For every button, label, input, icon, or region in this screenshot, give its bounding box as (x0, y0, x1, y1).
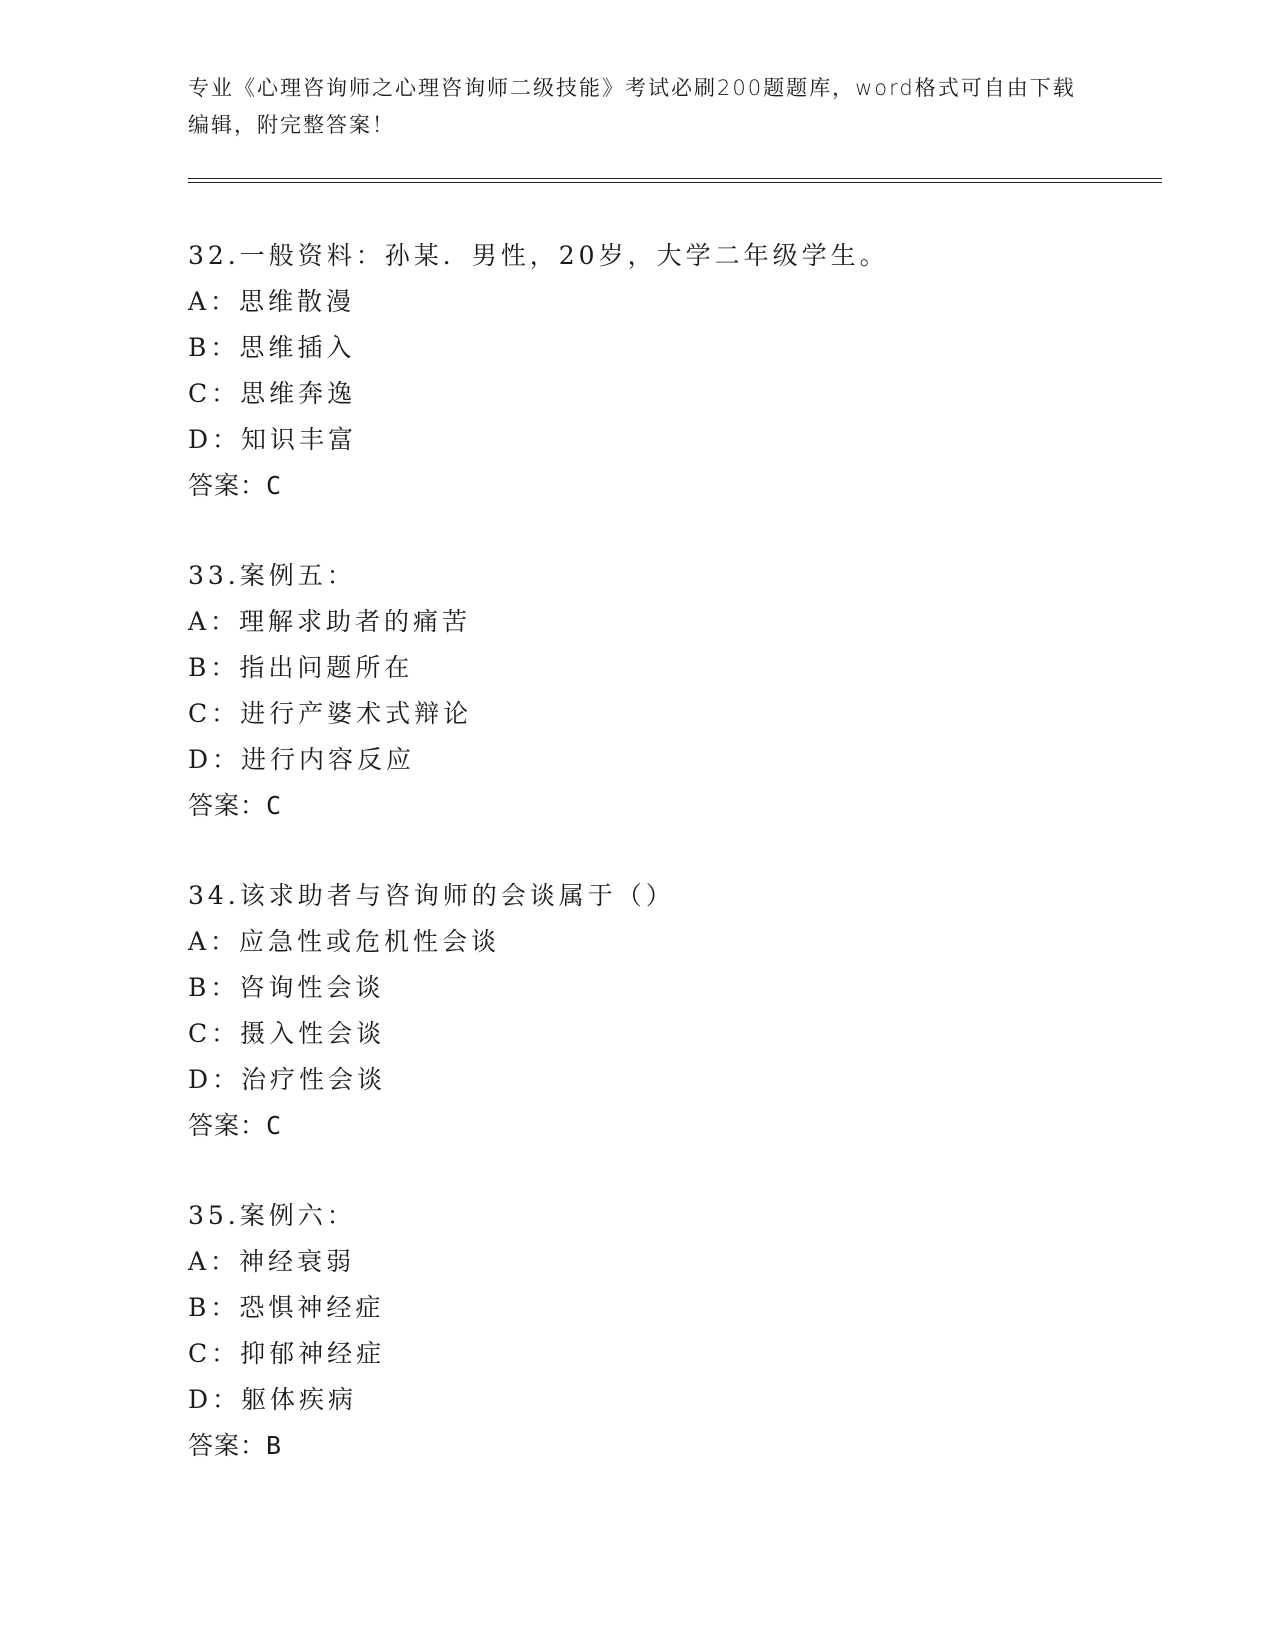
question-stem: 32.一般资料：孙某．男性，20岁，大学二年级学生。 (188, 241, 889, 270)
question-34 (188, 873, 1168, 1149)
option-c: C：抑郁神经症 (188, 1339, 386, 1368)
option-d: D：躯体疾病 (188, 1385, 358, 1414)
question-list (188, 233, 1168, 1513)
header-divider (188, 178, 1162, 183)
answer: 答案：C (188, 1111, 283, 1140)
question-stem: 35.案例六： (188, 1201, 356, 1230)
document-intro: 专业《心理咨询师之心理咨询师二级技能》考试必刷200题题库，word格式可自由下载编辑，附完整答案！ (188, 76, 1076, 137)
question-33 (188, 553, 1168, 829)
question-32 (188, 233, 1168, 509)
answer: 答案：C (188, 791, 283, 820)
option-a: A：理解求助者的痛苦 (188, 607, 472, 636)
option-a: A：神经衰弱 (188, 1247, 356, 1276)
option-a: A：应急性或危机性会谈 (188, 927, 501, 956)
option-c: C：摄入性会谈 (188, 1019, 386, 1048)
answer: 答案：C (188, 471, 283, 500)
option-d: D：知识丰富 (188, 425, 358, 454)
option-c: C：思维奔逸 (188, 379, 357, 408)
question-stem: 34.该求助者与咨询师的会谈属于（） (188, 881, 675, 910)
question-35 (188, 1193, 1168, 1469)
option-a: A：思维散漫 (188, 287, 356, 316)
option-b: B：指出问题所在 (188, 653, 414, 682)
answer: 答案：B (188, 1431, 283, 1460)
option-d: D：进行内容反应 (188, 745, 416, 774)
option-b: B：恐惧神经症 (188, 1293, 385, 1322)
option-d: D：治疗性会谈 (188, 1065, 387, 1094)
option-c: C：进行产婆术式辩论 (188, 699, 473, 728)
question-stem: 33.案例五： (188, 561, 356, 590)
option-b: B：思维插入 (188, 333, 356, 362)
option-b: B：咨询性会谈 (188, 973, 385, 1002)
